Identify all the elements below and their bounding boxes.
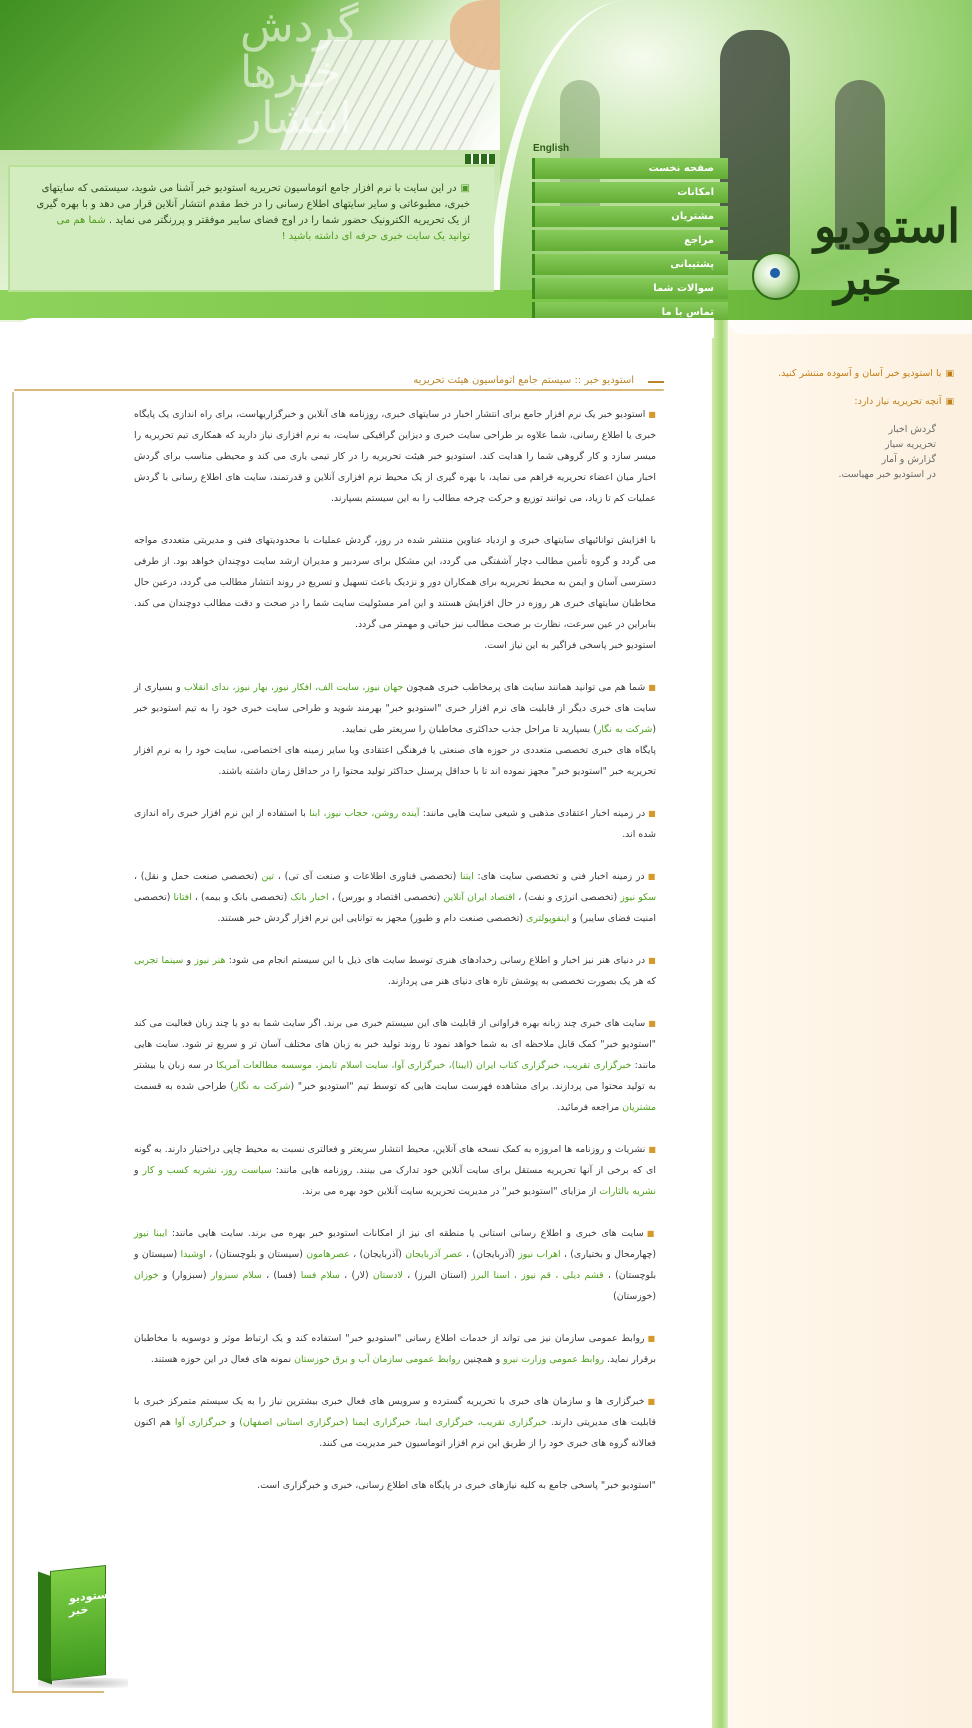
paragraph-text: استودیو خبر یک نرم افزار جامع برای انتشار اخبار در سایتهای خبری، روزنامه های آنلاین و خبرگزاریهاست، برای راه اندازی یک پایگاه خبری یا اطلاع رسانی، شما علاوه بر طراحی سایت خبری و دیزاین گرافیکی سایت، به نرم افزاری نیاز دارید که همکاری تیم تحریریه را میسر سازد و کار گروهی شما را هدایت کند. استودیو خبر هیئت تحریریه را در کار تیمی یاری می کند و محیطی مناسب برای گردش اخبار میان اعضاء تحریریه فراهم می نماید، با بهره گیری از یک محیط نرم افزاری آنلاین و قدرتمند، سایت های اطلاع رسانی با گردش عملیات کم تا زیاد، می توانند توزیع و حرکت چرخه مطالب را به این سیستم بسپارند. — [134, 409, 656, 504]
section-title-underline — [14, 389, 664, 391]
product-box-image — [38, 1568, 118, 1686]
article-body — [134, 404, 656, 1517]
article-paragraph — [134, 677, 656, 740]
paragraph-text: روابط عمومی سازمان نیز می تواند از خدمات اطلاع رسانی "استودیو خبر" استفاده کند و یک ارتباط موثر و دوسویه با مخاطبان برقرار نماید. — [134, 1333, 656, 1365]
sublist-item: در استودیو خبر مهیاست. — [838, 469, 936, 480]
paragraph-text: مراجعه فرمائید. — [557, 1102, 620, 1113]
section-title-dash — [648, 381, 664, 383]
intro-text — [34, 181, 470, 245]
logo-line-1: استودیو — [813, 199, 960, 253]
paragraph-text: (خوزستان) — [613, 1291, 656, 1302]
logo-line-2: خبر — [834, 251, 902, 305]
nav-item-support[interactable]: پشتیبانی — [532, 254, 728, 275]
site-link[interactable]: خبرگزاری تقریب، خبرگزاری ایبنا، خبرگزاری ایمنا (خبرگزاری استانی اصفهان) — [239, 1417, 547, 1428]
logo-text — [814, 200, 960, 304]
article-paragraph — [134, 1328, 656, 1370]
site-link[interactable]: هنر نیوز — [194, 955, 226, 966]
paragraph-text: (استان البرز) ، — [407, 1270, 468, 1281]
site-link[interactable]: روابط عمومی سازمان آب و برق خوزستان — [294, 1354, 461, 1365]
paragraph-text: در دنیای هنر نیز اخبار و اطلاع رسانی رخدادهای هنری توسط سایت های ذیل با این سیستم انجام می شود: — [228, 955, 646, 966]
bullet-icon: ■ — [647, 872, 657, 881]
site-link[interactable]: اخبار بانک — [290, 892, 329, 903]
page-icon: ▣ — [460, 183, 470, 194]
site-link[interactable]: سیاست روز، نشریه کسب و کار — [142, 1165, 272, 1176]
religious-sites-link[interactable]: آینده روشن، حجاب نیوز، ابنا — [309, 808, 420, 819]
site-link[interactable]: اهراب نیوز — [518, 1249, 561, 1260]
paragraph-text: و بسیاری از سایت های خبری دیگر از قابلیت های نرم افزار خبری "استودیو خبر" بهرمند شوید و طراحی سایت خبری خود را به تیم استودیو خبر ( — [134, 682, 656, 735]
bullet-icon: ■ — [648, 683, 657, 692]
paragraph-text: و — [230, 1417, 236, 1428]
paragraph-text: شما هم می توانید همانند سایت های پرمخاطب خبری همچون — [406, 682, 646, 693]
paragraph-text: (آذربایجان) ، — [353, 1249, 402, 1260]
sidebar-list — [740, 366, 954, 422]
paragraph-text: با استفاده از این نرم افزار خبری راه اندازی شده اند. — [134, 808, 656, 840]
paragraph-text: (تخصصی بانک و بیمه) ، — [194, 892, 288, 903]
bullet-icon: ■ — [648, 1145, 656, 1154]
site-link[interactable]: خبرگزاری آوا — [174, 1417, 227, 1428]
sidebar-item-label: با استودیو خبر آسان و آسوده منتشر کنید. — [778, 368, 942, 379]
sublist-item: گزارش و آمار — [881, 454, 936, 465]
article-paragraph — [134, 1139, 656, 1202]
paragraph-text: (سیستان و بلوچستان) ، — [209, 1249, 303, 1260]
sidebar-item-needs — [740, 394, 954, 410]
paragraph-text: (تخصصی انرژی و نفت) ، — [518, 892, 618, 903]
sidebar-item-label: آنچه تحریریه نیاز دارد: — [854, 396, 942, 407]
site-link[interactable]: سکو نیوز — [620, 892, 657, 903]
paragraph-text: هم اکنون فعالانه گروه های خبری خود را از طریق این نرم افزار اتوماسیون خبر مدیریت می کنند. — [134, 1417, 656, 1449]
article-paragraph — [134, 803, 656, 845]
sidebar-sublist — [740, 422, 936, 482]
paragraph-text: (فسا) ، — [266, 1270, 297, 1281]
article-paragraph — [134, 1223, 656, 1307]
paragraph-text: پایگاه های خبری تخصصی متعددی در حوزه های صنعتی یا فرهنگی اعتقادی ویا سایر زمینه های اختصاصی، سایت خود را به نرم افزار تحریریه خبر "استودیو خبر" مجهز نموده اند تا با حداقل پرسنل حداکثر تولید محتوا را در حداقل زمان داشته باشند. — [134, 745, 656, 777]
paragraph-text: در سه زبان یا بیشتر به تولید محتوا می پردازند. برای مشاهده فهرست سایت هایی که توسط تیم "استودیو خبر" ( — [134, 1060, 657, 1092]
bullet-icon: ■ — [647, 1397, 656, 1406]
nav-item-customers[interactable]: مشتریان — [532, 206, 728, 227]
sublist-item: تحریریه سیار — [885, 439, 936, 450]
bullet-icon: ■ — [648, 1019, 656, 1028]
site-link[interactable]: روابط عمومی وزارت نیرو — [503, 1354, 605, 1365]
nav-item-references[interactable]: مراجع — [532, 230, 728, 251]
bullet-icon: ▣ — [945, 369, 954, 379]
paragraph-text: خبرگزاری ها و سازمان های خبری با تحریریه گسترده و سرویس های فعال خبری بیشترین نیاز را به یک سیستم متمرکز خبری با قابلیت های مدیریتی دارند. — [134, 1396, 657, 1428]
sublist-item: گردش اخبار — [888, 424, 936, 435]
company-link[interactable]: شرکت به نگار — [233, 1081, 291, 1092]
site-link[interactable]: عصر آذربایجان — [405, 1249, 463, 1260]
box-face — [50, 1565, 112, 1681]
paragraph-text: (لار) ، — [344, 1270, 369, 1281]
column-divider — [712, 320, 728, 1728]
intro-paragraph: در این سایت با نرم افزار جامع اتوماسیون تحریریه استودیو خبر آشنا می شوید، سیستمی که سایتهای خبری، مطبوعاتی و سایر سایتهای اطلاع رسانی را در خط مقدم انتشار آنلاین قرار می دهد و با بهره گیری از یک تحریریه الکترونیک حضور شما را در اوج فضای سایبر موفقتر و پررنگتر می نماید . — [36, 183, 470, 226]
content-border-line — [12, 392, 14, 1692]
site-link[interactable]: نشریه بالثارات — [599, 1186, 656, 1197]
news-sites-link[interactable]: جهان نیوز، سایت الف، افکار نیوز، بهار نیوز، ندای انقلاب — [183, 682, 404, 693]
sidebar-item-publish — [740, 366, 954, 382]
paragraph-text: (تخصصی صنعت حمل و نقل) ، — [134, 871, 258, 882]
paragraph-text: (آذربایجان) ، — [466, 1249, 515, 1260]
multilingual-sites-link[interactable]: خبرگزاری تقریب، خبرگزاری کتاب ایران (ایبنا)، خبرگزاری آوا، سایت اسلام تایمز، موسسه مطالعات آمریکا — [216, 1060, 632, 1071]
article-paragraph — [134, 1475, 656, 1496]
site-logo[interactable] — [752, 199, 962, 305]
site-link[interactable]: اقتصاد ایران آنلاین — [443, 892, 516, 903]
nav-item-faq[interactable]: سوالات شما — [532, 278, 728, 299]
paragraph-text: نشریات و روزنامه ها امروزه به کمک نسخه های آنلاین، محیط انتشار سریعتر و فعالتری نسبت به محیط چاپی دراختیار دارند. به گونه ای که برخی از آنها تحریریه مستقل برای سایت آنلاین خود تدارک می بینند. روزنامه هایی مانند: — [134, 1144, 656, 1176]
intro-link[interactable]: شما هم می توانید یک سایت خبری حرفه ای داشته باشید ! — [56, 215, 470, 242]
paragraph-text: ) طراحی شده به قسمت — [134, 1081, 234, 1092]
paragraph-text: نمونه های فعال در این حوزه هستند. — [150, 1354, 292, 1365]
nav-item-home[interactable]: صفحه نخست — [532, 158, 728, 179]
sidebar-top-arc — [728, 320, 972, 334]
paragraph-text: در زمینه اخبار فنی و تخصصی سایت های: — [477, 871, 645, 882]
paragraph-text: سایت های خبری چند زبانه بهره فراوانی از قابلیت های این سیستم خبری می برند. اگر سایت شما به دو یا چند زبان فعالیت می کند "استودیو خبر" کمک قابل ملاحظه ای به شما خواهد نمود تا روند تولید خبر به زبان های مختلف آسان تر و سریع تر شود. سایت هایی مانند: — [134, 1018, 657, 1071]
paragraph-text: ) بسپارید تا مراحل جذب حداکثری مخاطبان را سریعتر طی نمایید. — [342, 724, 597, 735]
paragraph-text: (تخصصی اقتصاد و بورس) ، — [331, 892, 441, 903]
header-ghost-text: گردش خبرها انتشار — [240, 1, 359, 144]
paragraph-text: (سبزوار) و — [162, 1270, 207, 1281]
site-link[interactable]: ایتنا — [460, 871, 474, 882]
paragraph-text: "استودیو خبر" پاسخی جامع به کلیه نیازهای خبری در پایگاه های اطلاع رسانی، خبری و خبرگزاری است. — [257, 1480, 656, 1491]
bullet-icon: ■ — [648, 809, 657, 818]
site-link[interactable]: خوزان — [134, 1270, 159, 1281]
bullet-icon: ■ — [648, 956, 656, 965]
article-paragraph — [134, 635, 656, 656]
customers-link[interactable]: مشتریان — [622, 1102, 656, 1113]
article-paragraph — [134, 1391, 656, 1454]
paragraph-text: سایت های خبری و اطلاع رسانی استانی یا منطقه ای نیز از امکانات استودیو خبر بهره می برند. سایت هایی مانند: — [171, 1228, 644, 1239]
paragraph-text: و — [186, 955, 192, 966]
company-link[interactable]: شرکت به نگار — [596, 724, 653, 735]
paragraph-text: استودیو خبر پاسخی فراگیر به این نیاز است. — [484, 640, 656, 651]
site-link[interactable]: تین — [261, 871, 275, 882]
site-link[interactable]: اوشیدا — [180, 1249, 206, 1260]
paragraph-text: در زمینه اخبار اعتقادی مذهبی و شیعی سایت هایی مانند: — [422, 808, 646, 819]
site-link[interactable]: ایبنا نیوز — [134, 1228, 168, 1239]
paragraph-text: با افزایش توانائیهای سایتهای خبری و ازدیاد عناوین منتشر شده در روز، گردش عملیات با محدودیتهای فنی و مدیریتی متعددی مواجه می گردد و گروه تأمین مطالب دچار آشفتگی می گردد، این مشکل برای سردبیر و مدیران ارشد سایت دوچندان خواهد بود. از طرفی دسترسی آسان و ایمن به محیط تحریریه برای همکاران دور و نزدیک باعث تسهیل و تسریع در روند انتشار مطالب می گردد، درعین حال مخاطبان سایتهای خبری هر روزه در حال افزایش هستند و این امر مسئولیت سایت شما را در صحت و دقت مطالب دوچندان می کند. بنابراین در عین سرعت، نظارت بر صحت مطالب نیز حیاتی و مهمتر می گردد. — [134, 535, 656, 630]
site-link[interactable]: لادستان — [372, 1270, 403, 1281]
intro-box — [8, 165, 494, 292]
bullet-icon: ■ — [646, 1229, 657, 1238]
site-link[interactable]: قشم دیلی ، قم نیوز ، اسنا البرز — [471, 1270, 604, 1281]
site-link[interactable]: سلام فسا — [300, 1270, 340, 1281]
section-title: استودیو خبر :: سیستم جامع اتوماسیون هیئت تحریریه — [413, 375, 634, 386]
paragraph-text: (تخصصی فناوری اطلاعات و صنعت آی تی) ، — [277, 871, 457, 882]
nav-item-contact[interactable]: تماس با ما — [532, 302, 728, 323]
paragraph-text: که هر یک بصورت تخصصی به پوشش تازه های دنیای هنر می پردازند. — [387, 976, 656, 987]
bullet-icon: ▣ — [945, 397, 954, 407]
paragraph-text: (تخصصی صنعت دام و طیور) مجهز به توانایی این نرم افزار گردش خبر هستند. — [217, 913, 523, 924]
article-paragraph — [134, 530, 656, 635]
site-link[interactable]: سلام سبزوار — [210, 1270, 262, 1281]
english-language-link[interactable]: English — [533, 143, 570, 154]
paragraph-text: و همچنین — [463, 1354, 501, 1365]
logo-globe-icon — [752, 252, 800, 300]
header-stripe-decoration — [465, 154, 495, 164]
paragraph-text: از مزایای "استودیو خبر" در مدیریت تحریریه سایت آنلاین خود بهره می برند. — [302, 1186, 597, 1197]
paragraph-text: و — [134, 1165, 139, 1176]
sidebar — [728, 320, 972, 1728]
section-header — [14, 373, 664, 397]
nav-item-features[interactable]: امکانات — [532, 182, 728, 203]
paragraph-text: (تخصصی امنیت فضای سایبر) و — [134, 892, 656, 924]
article-paragraph — [134, 866, 656, 929]
site-link[interactable]: اینفوپولتری — [525, 913, 570, 924]
box-label: استودیو خبر — [69, 1587, 112, 1618]
site-link[interactable]: سینما تجربی — [134, 955, 184, 966]
paragraph-text: (چهارمحال و بختیاری) ، — [563, 1249, 657, 1260]
paragraph-text: (سیستان و بلوچستان) ، — [134, 1249, 657, 1281]
bullet-icon: ■ — [648, 410, 656, 419]
site-link[interactable]: عصرهامون — [306, 1249, 350, 1260]
bullet-icon: ■ — [647, 1334, 656, 1343]
content-bottom-line — [12, 1691, 104, 1693]
article-paragraph — [134, 950, 656, 992]
site-link[interactable]: افتانا — [173, 892, 192, 903]
article-paragraph — [134, 740, 656, 782]
article-paragraph — [134, 404, 656, 509]
box-shadow — [38, 1678, 128, 1688]
article-paragraph — [134, 1013, 656, 1118]
